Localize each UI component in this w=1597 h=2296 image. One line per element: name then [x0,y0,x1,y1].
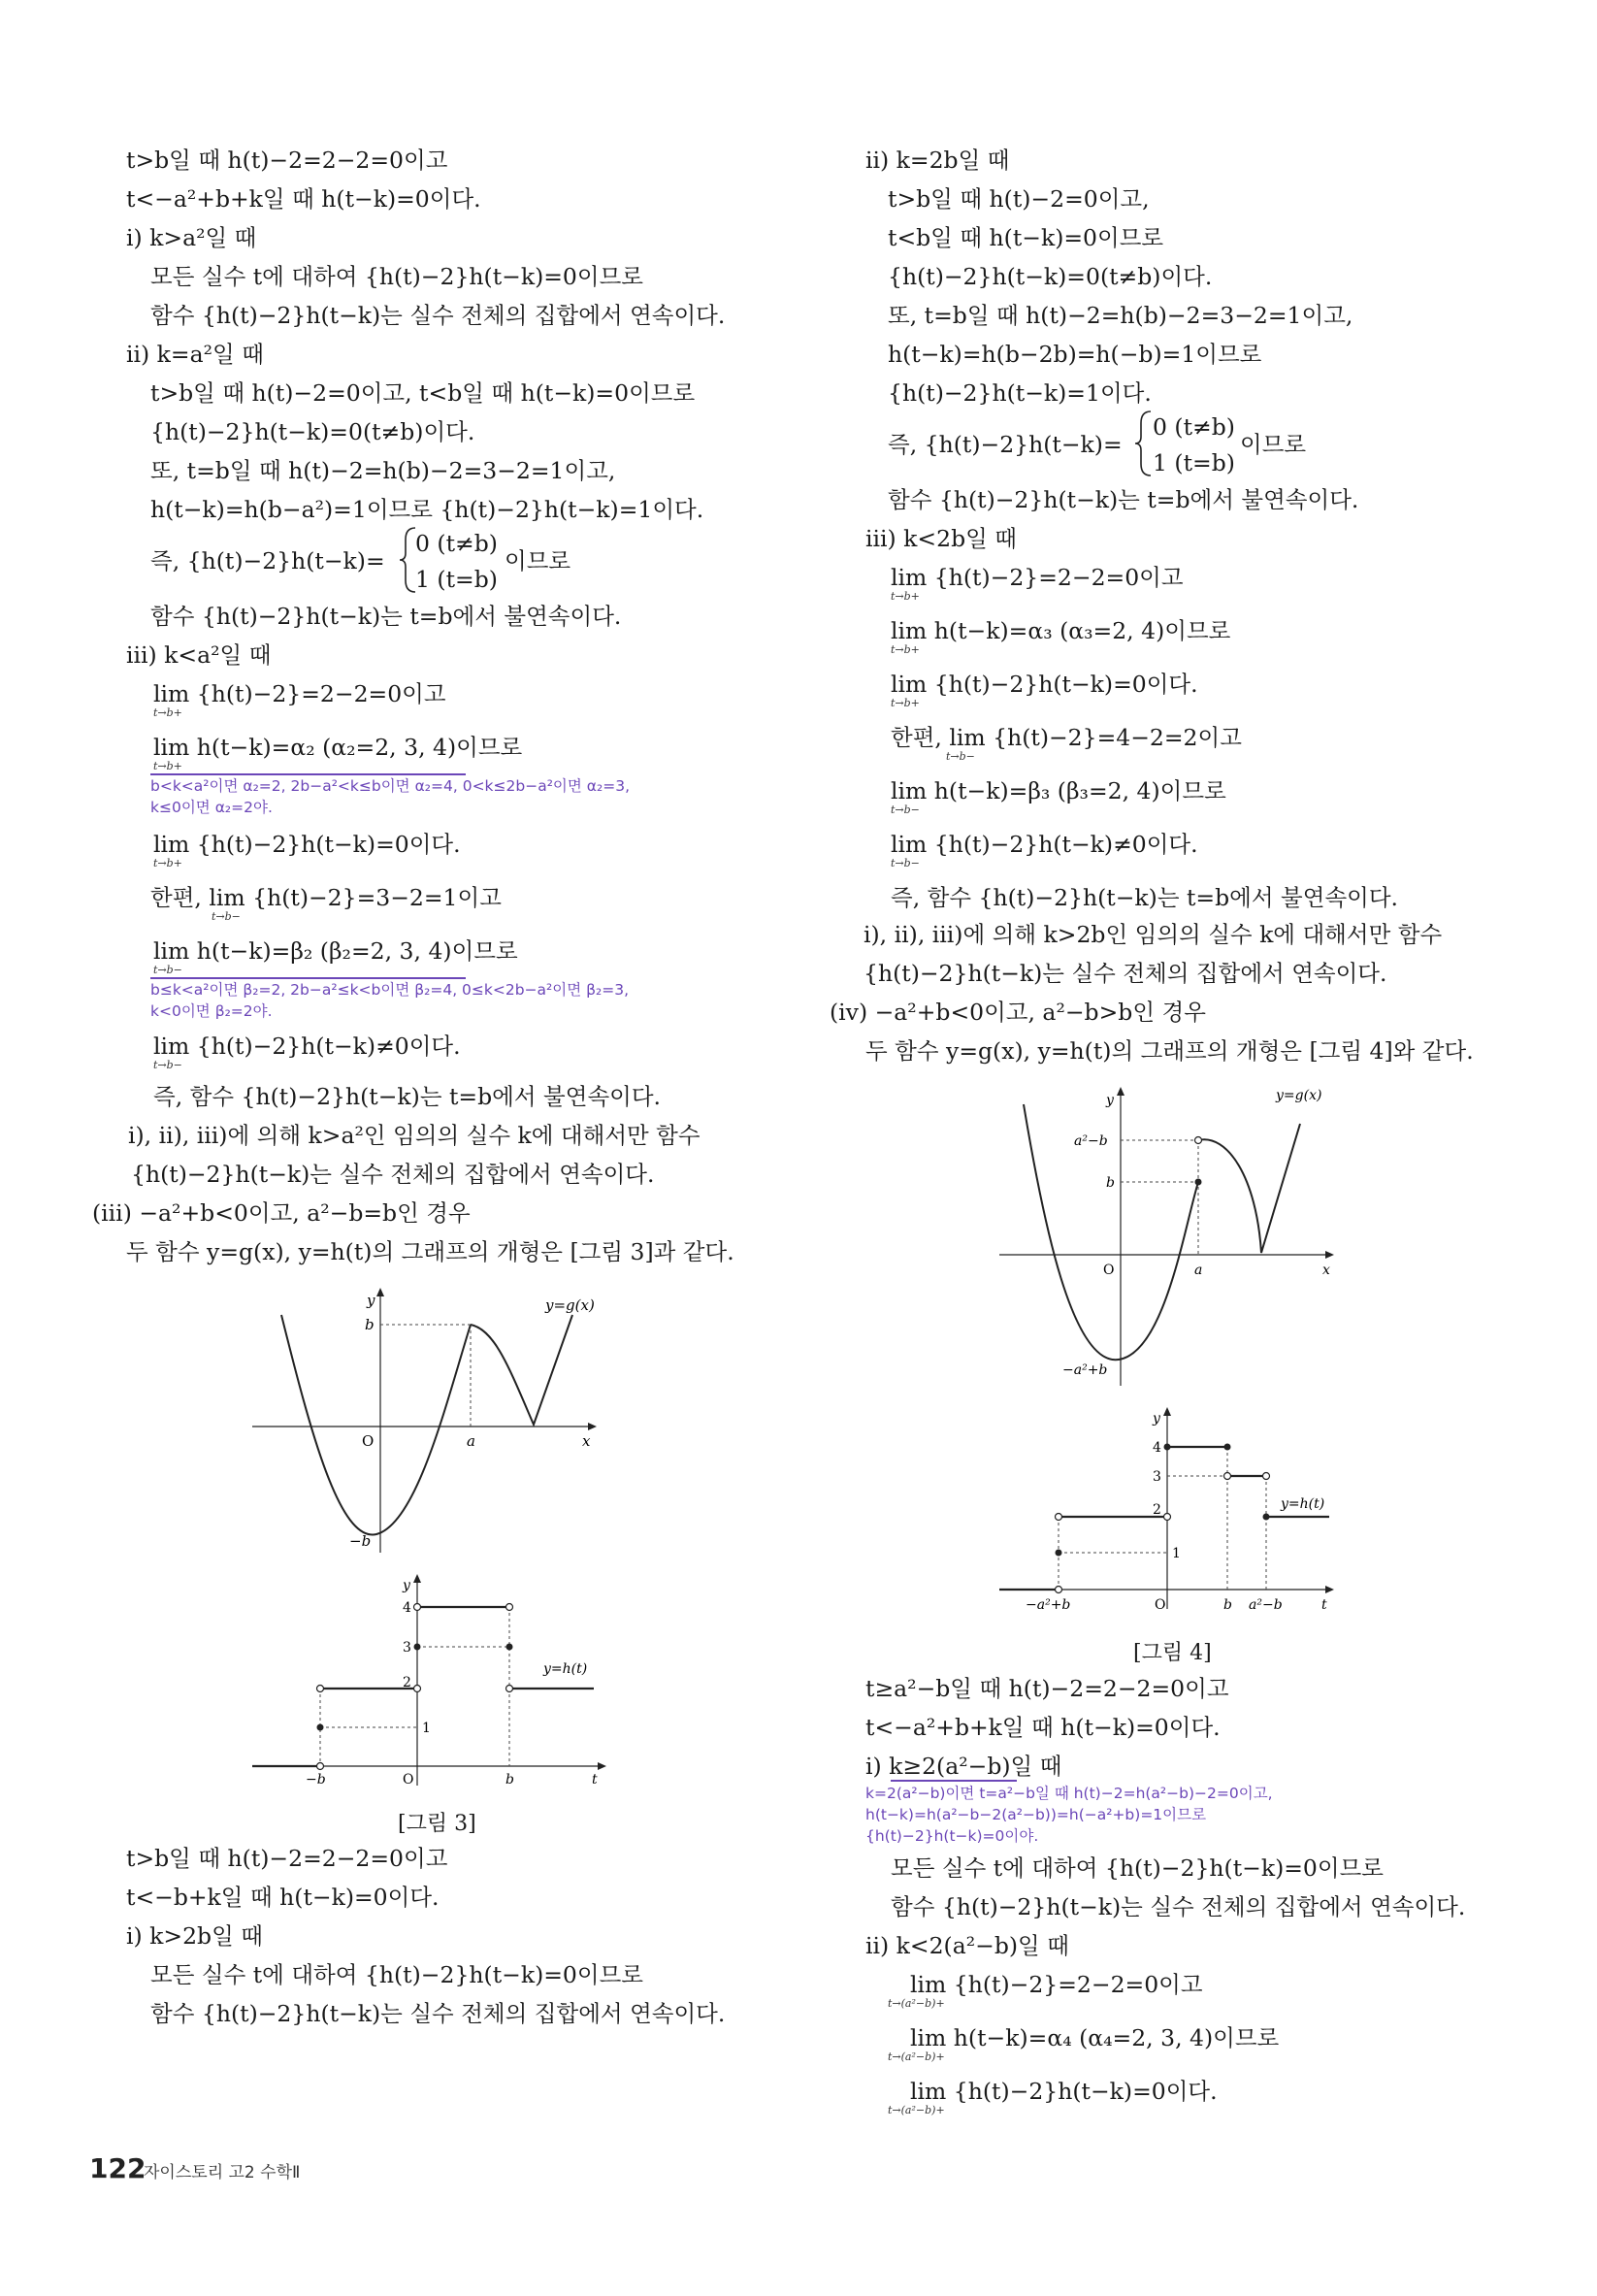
limit-sub: t→b− [153,1059,182,1071]
limit-line: 한편, lim {h(t)−2}=3−2=1이고 [150,884,502,911]
text-line: 모든 실수 t에 대하여 {h(t)−2}h(t−k)=0이므로 [150,1961,643,1988]
limit-line: lim h(t−k)=β₃ (β₃=2, 4)이므로 [891,777,1226,804]
svg-text:3: 3 [403,1640,411,1656]
svg-text:2: 2 [403,1675,411,1690]
limit-sub: t→b− [153,964,182,976]
text-line: 두 함수 y=g(x), y=h(t)의 그래프의 개형은 [그림 3]과 같다. [126,1238,734,1265]
text-line: t>b일 때 h(t)−2=0이고, t<b일 때 h(t−k)=0이므로 [150,379,696,407]
text-line: 즉, {h(t)−2}h(t−k)= [150,547,385,574]
case-heading: ⅲ) k<2b일 때 [865,525,1017,552]
figure-caption: [그림 4] [1133,1641,1212,1665]
limit-sub: t→(a²−b)+ [888,2050,945,2063]
limit-sub: t→b− [891,857,920,869]
svg-text:y=h(t): y=h(t) [543,1661,588,1677]
svg-text:O: O [1155,1597,1166,1613]
svg-text:y: y [403,1578,410,1593]
limit-line: lim h(t−k)=α₄ (α₄=2, 3, 4)이므로 [910,2024,1280,2051]
svg-text:O: O [362,1432,375,1450]
case-heading: ⅰ) k>a²일 때 [126,224,257,251]
text-line: 함수 {h(t)−2}h(t−k)는 t=b에서 불연속이다. [888,486,1359,513]
svg-text:a²−b: a²−b [1074,1133,1108,1149]
margin-note: k<0이면 β₂=2야. [150,1002,273,1020]
svg-text:x: x [582,1432,591,1450]
svg-text:t: t [1321,1597,1327,1613]
text-line: {h(t)−2}h(t−k)는 실수 전체의 집합에서 연속이다. [131,1161,655,1188]
svg-text:1: 1 [1172,1546,1181,1561]
margin-note: b≤k<a²이면 β₂=2, 2b−a²≤k<b이면 β₂=4, 0≤k<2b−a²이면 β₂=3, [150,981,630,999]
text-line: 모든 실수 t에 대하여 {h(t)−2}h(t−k)=0이므로 [150,263,643,290]
text-line: 함수 {h(t)−2}h(t−k)는 실수 전체의 집합에서 연속이다. [891,1893,1466,1920]
text-line: 또, t=b일 때 h(t)−2=h(b)−2=3−2=1이고, [150,457,616,484]
svg-text:1: 1 [422,1721,431,1736]
svg-text:4: 4 [1153,1440,1161,1456]
text-line: 모든 실수 t에 대하여 {h(t)−2}h(t−k)=0이므로 [891,1854,1384,1882]
case-value: 0 (t≠b) [1153,413,1235,441]
margin-note: k≤0이면 α₂=2야. [150,799,273,816]
margin-note: {h(t)−2}h(t−k)=0이야. [865,1827,1039,1845]
page-number: 122 [89,2152,147,2184]
svg-text:y=h(t): y=h(t) [1281,1496,1325,1512]
svg-text:y=g(x): y=g(x) [1276,1088,1322,1103]
figure-3-gx-graph [252,1286,621,1561]
svg-text:−b: −b [349,1532,372,1550]
svg-text:−b: −b [306,1772,326,1788]
note-underline [150,773,466,775]
svg-text:4: 4 [403,1600,411,1616]
limit-sub: t→b− [212,910,241,923]
case-heading: ⅰ) k≥2(a²−b)일 때 [865,1753,1062,1780]
limit-line: lim {h(t)−2}h(t−k)=0이다. [891,671,1198,698]
figure-3-ht-graph [252,1572,621,1799]
case-value: 1 (t=b) [1153,449,1235,476]
text-line: 즉, {h(t)−2}h(t−k)= [888,431,1123,458]
svg-text:b: b [1223,1597,1232,1613]
svg-text:b: b [365,1316,375,1333]
text-line: t>b일 때 h(t)−2=2−2=0이고 [126,147,448,174]
svg-text:b: b [1106,1175,1115,1191]
text-line: h(t−k)=h(b−a²)=1이므로 {h(t)−2}h(t−k)=1이다. [150,496,704,523]
svg-text:2: 2 [1153,1502,1161,1518]
limit-line: lim {h(t)−2}h(t−k)≠0이다. [153,1033,461,1060]
text-line: {h(t)−2}h(t−k)=1이다. [888,379,1152,407]
text-line: ⅰ), ⅱ), ⅲ)에 의해 k>2b인 임의의 실수 k에 대해서만 함수 [864,921,1443,948]
text-line: 함수 {h(t)−2}h(t−k)는 실수 전체의 집합에서 연속이다. [150,302,726,329]
limit-sub: t→b+ [153,760,182,772]
text-line: 즉, 함수 {h(t)−2}h(t−k)는 t=b에서 불연속이다. [153,1083,662,1110]
limit-line: lim h(t−k)=β₂ (β₂=2, 3, 4)이므로 [153,937,518,965]
text-line: 즉, 함수 {h(t)−2}h(t−k)는 t=b에서 불연속이다. [891,884,1399,911]
svg-text:O: O [403,1772,414,1788]
text-line: t<−a²+b+k일 때 h(t−k)=0이다. [865,1714,1221,1741]
svg-text:a: a [467,1432,475,1450]
case-value: 1 (t=b) [415,566,498,593]
text-line: 이므로 [1240,431,1307,458]
svg-text:y: y [1106,1093,1114,1108]
text-line: 함수 {h(t)−2}h(t−k)는 실수 전체의 집합에서 연속이다. [150,2000,726,2027]
text-line: t<−b+k일 때 h(t−k)=0이다. [126,1884,440,1911]
limit-line: lim {h(t)−2}h(t−k)≠0이다. [891,831,1198,858]
text-line: t>b일 때 h(t)−2=2−2=0이고 [126,1845,448,1872]
svg-text:O: O [1103,1263,1115,1278]
svg-text:3: 3 [1153,1469,1161,1485]
limit-sub: t→b+ [153,857,182,869]
svg-text:a: a [1194,1263,1203,1278]
book-title: 자이스토리 고2 수학Ⅱ [144,2163,301,2182]
svg-text:a²−b: a²−b [1249,1597,1283,1613]
text-line: 이므로 [505,547,571,574]
margin-note: b<k<a²이면 α₂=2, 2b−a²<k≤b이면 α₂=4, 0<k≤2b−a²이면 α₂=3, [150,777,630,795]
svg-text:−a²+b: −a²+b [1062,1362,1108,1378]
figure-4-gx-graph [994,1085,1344,1399]
axis-label: y [367,1292,375,1309]
limit-sub: t→b+ [891,590,920,603]
limit-sub: t→(a²−b)+ [888,1997,945,2010]
limit-line: lim {h(t)−2}=2−2=0이고 [153,680,446,707]
limit-line: lim {h(t)−2}=2−2=0이고 [891,564,1184,591]
figure-caption: [그림 3] [398,1812,476,1836]
case-heading: (ⅲ) −a²+b<0이고, a²−b=b인 경우 [92,1199,471,1227]
svg-text:−a²+b: −a²+b [1026,1597,1071,1613]
svg-text:y=g(x): y=g(x) [545,1296,595,1314]
case-heading: ⅰ) k>2b일 때 [126,1922,263,1950]
text-line: 두 함수 y=g(x), y=h(t)의 그래프의 개형은 [그림 4]와 같다. [865,1037,1474,1065]
limit-line: 한편, lim {h(t)−2}=4−2=2이고 [891,724,1242,751]
svg-text:b: b [505,1772,514,1788]
limit-sub: t→b+ [891,643,920,656]
note-underline [150,977,466,979]
text-line: t<−a²+b+k일 때 h(t−k)=0이다. [126,185,481,213]
text-line: {h(t)−2}h(t−k)=0(t≠b)이다. [150,418,475,445]
limit-line: lim h(t−k)=α₂ (α₂=2, 3, 4)이므로 [153,734,523,761]
text-line: t>b일 때 h(t)−2=0이고, [888,185,1150,213]
text-line: h(t−k)=h(b−2b)=h(−b)=1이므로 [888,341,1262,368]
heading-underline [891,1780,1017,1782]
case-heading: (ⅳ) −a²+b<0이고, a²−b>b인 경우 [830,999,1206,1026]
svg-text:x: x [1322,1263,1330,1278]
text-line: {h(t)−2}h(t−k)는 실수 전체의 집합에서 연속이다. [864,960,1387,987]
limit-line: lim {h(t)−2}h(t−k)=0이다. [910,2078,1218,2105]
case-value: 0 (t≠b) [415,530,498,557]
case-heading: ⅱ) k<2(a²−b)일 때 [865,1932,1069,1959]
limit-sub: t→b− [946,750,975,763]
text-line: 함수 {h(t)−2}h(t−k)는 t=b에서 불연속이다. [150,603,622,630]
case-heading: ⅲ) k<a²일 때 [126,641,272,669]
limit-sub: t→(a²−b)+ [888,2104,945,2116]
limit-sub: t→b+ [153,706,182,719]
limit-line: lim h(t−k)=α₃ (α₃=2, 4)이므로 [891,617,1231,644]
limit-sub: t→b− [891,804,920,816]
margin-note: h(t−k)=h(a²−b−2(a²−b))=h(−a²+b)=1이므로 [865,1806,1207,1823]
limit-line: lim {h(t)−2}h(t−k)=0이다. [153,831,461,858]
case-heading: ⅱ) k=a²일 때 [126,341,264,368]
text-line: t<b일 때 h(t−k)=0이므로 [888,224,1164,251]
svg-text:y: y [1153,1411,1160,1427]
limit-sub: t→b+ [891,697,920,709]
figure-4-ht-graph [994,1405,1344,1632]
margin-note: k=2(a²−b)이면 t=a²−b일 때 h(t)−2=h(a²−b)−2=0이고, [865,1785,1273,1802]
text-line: t≥a²−b일 때 h(t)−2=2−2=0이고 [865,1675,1229,1702]
case-heading: ⅱ) k=2b일 때 [865,147,1010,174]
text-line: ⅰ), ⅱ), ⅲ)에 의해 k>a²인 임의의 실수 k에 대해서만 함수 [128,1122,701,1149]
svg-text:t: t [592,1772,598,1788]
limit-line: lim {h(t)−2}=2−2=0이고 [910,1971,1203,1998]
text-line: {h(t)−2}h(t−k)=0(t≠b)이다. [888,263,1213,290]
text-line: 또, t=b일 때 h(t)−2=h(b)−2=3−2=1이고, [888,302,1353,329]
